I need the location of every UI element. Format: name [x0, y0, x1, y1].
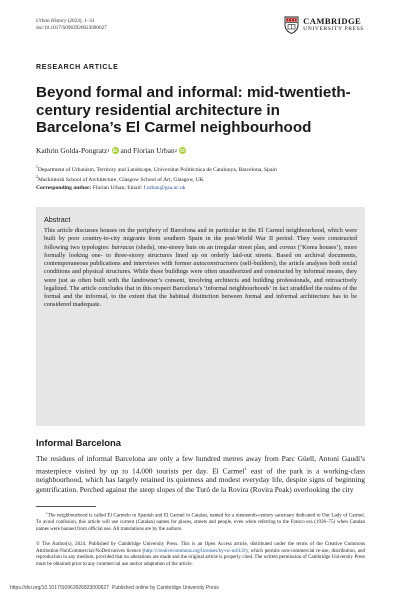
publisher-subname: UNIVERSITY PRESS [303, 26, 364, 32]
abstract-segment: (‘Korea houses’), more formally looking one- to three-storey structures lined up on orderly laid-out streets. Based on archival documents, contemporaneous publications and interviews with former [44, 243, 357, 267]
author-name[interactable]: Kathrin Golda-Pongratz [36, 146, 108, 155]
footer-doi-bar [0, 583, 400, 593]
publisher-logo[interactable] [284, 16, 364, 34]
abstract-segment: (sheds), one-storey huts on an irregular street plan, and [134, 243, 280, 251]
journal-name: Urban History [36, 18, 67, 24]
author-name[interactable]: and Florian Urban [120, 146, 175, 155]
orcid-icon[interactable]: iD [180, 148, 185, 153]
cambridge-shield-icon [284, 16, 299, 34]
abstract-term: coreas [279, 243, 296, 251]
article-doi[interactable]: doi:10.1017/S0963926823000627 [36, 25, 107, 32]
abstract-segment: This article discusses houses on the periphery of Barcelona and in particular in the El Carmel neighbourhood, which were built by poor country-to-city migrants from southern Spain in the post-World War II period. They were constructed following two typologies: [44, 227, 357, 251]
footnote [36, 510, 365, 532]
abstract-segment: (self-builders), the article analyses both social conditions and physical structures. While these buildings were often unauthorized and constructed by informal means, they were just as often built with the landowner’s consent, involving architects and building professionals, and retroactively legalized. The article concludes that in this respect Barcelona’s ‘informal neighbourhoods’ in fact straddled the realms of the formal and the informal, to the extent that the habitual distinction between formal and informal architecture has to be considered inadequate. [44, 260, 358, 309]
footnote-marker[interactable]: 1 [244, 465, 247, 471]
journal-citation [36, 18, 107, 25]
journal-info: (2024), 1–31 [66, 18, 95, 24]
publisher-wordmark [303, 17, 364, 33]
affiliations [36, 164, 366, 193]
article-title: Beyond formal and informal: mid-twentieth-century residential architecture in Barcelona’s El Carmel neighbourhood [36, 84, 351, 136]
publisher-name: CAMBRIDGE [303, 16, 362, 26]
license-segment: ), which permits non-commercial re-use, distribution, and reproduction in any medium, provided that no alterations are made and the original article is properly cited. The written permission of Cambridge University Press must be obtained prior to any commercial use and/or adaptation of the article. [36, 547, 365, 567]
abstract-box [36, 207, 365, 426]
author-list [36, 146, 188, 155]
body-segment: The residues of informal Barcelona are only a few hundred metres away from Parc Güell, Antoni Gaudí’s masterpiece visited by up to 14,000 tourists per day. El Carmel [36, 454, 365, 475]
affiliation-1 [36, 164, 366, 174]
license-segment: © The Author(s), 2024. Published by Cambridge University Press. This is an Open Access article, distributed under the terms of the Creative Commons Attribution-NonCommercial-NoDerivatives licence ( [36, 541, 365, 554]
footer-published: Published online by Cambridge University Press [111, 585, 219, 591]
license-link[interactable]: http://creativecommons.org/licenses/by-nc-nd/4.0/ [144, 547, 246, 554]
affiliation-marker: 1 [107, 148, 110, 153]
article-type: RESEARCH ARTICLE [36, 64, 119, 71]
body-paragraph [36, 454, 365, 494]
footnote-text: The neighbourhood is called El Carmelo in Spanish and El Carmel in Catalan, named for a nineteenth-century sanctuary dedicated to Our Lady of Carmel. To avoid confusion, this article will use current (Catalan) names for places, streets and people, even when referring to the Franco era (1936–75) when Catalan names were banned from official use. All translations are by the authors. [36, 512, 365, 532]
abstract-text [44, 227, 357, 310]
email-link[interactable]: f.urban@gsa.ac.uk [143, 184, 186, 191]
footer-doi-link[interactable]: https://doi.org/10.1017/S0963926823000627 [10, 585, 109, 591]
abstract-term: barracas [111, 243, 135, 251]
footnote-number: 1 [46, 511, 48, 515]
body-segment: east of the park is a working-class neighbourhood, which has largely retained its quietness and modest everyday life, despite signs of beginning gentrification. Perched against the steep slopes of the Turó de la Rovira (Rovira Peak) overlooking the city [36, 465, 365, 494]
section-heading: Informal Barcelona [36, 437, 121, 448]
affiliation-marker: 2 [174, 148, 177, 153]
affiliation-text: Department of Urbanism, Territory and Landscape, Universitat Politècnica de Catalunya, Barcelona, Spain [37, 166, 277, 173]
affiliation-number: 1 [36, 165, 38, 169]
affiliation-2 [36, 174, 366, 184]
affiliation-text: Mackintosh School of Architecture, Glasgow School of Art, Glasgow, UK [37, 177, 204, 184]
corresponding-author [36, 185, 366, 193]
abstract-heading: Abstract [44, 215, 71, 224]
footnote-divider [36, 506, 96, 507]
license-statement [36, 541, 365, 567]
abstract-term: autoconstructores [193, 260, 239, 267]
orcid-icon[interactable]: iD [112, 148, 118, 153]
affiliation-number: 2 [36, 175, 38, 180]
corresponding-label: Corresponding author: [36, 184, 92, 191]
corresponding-text: Florian Urban; Email: [91, 184, 144, 191]
journal-meta [36, 18, 107, 33]
